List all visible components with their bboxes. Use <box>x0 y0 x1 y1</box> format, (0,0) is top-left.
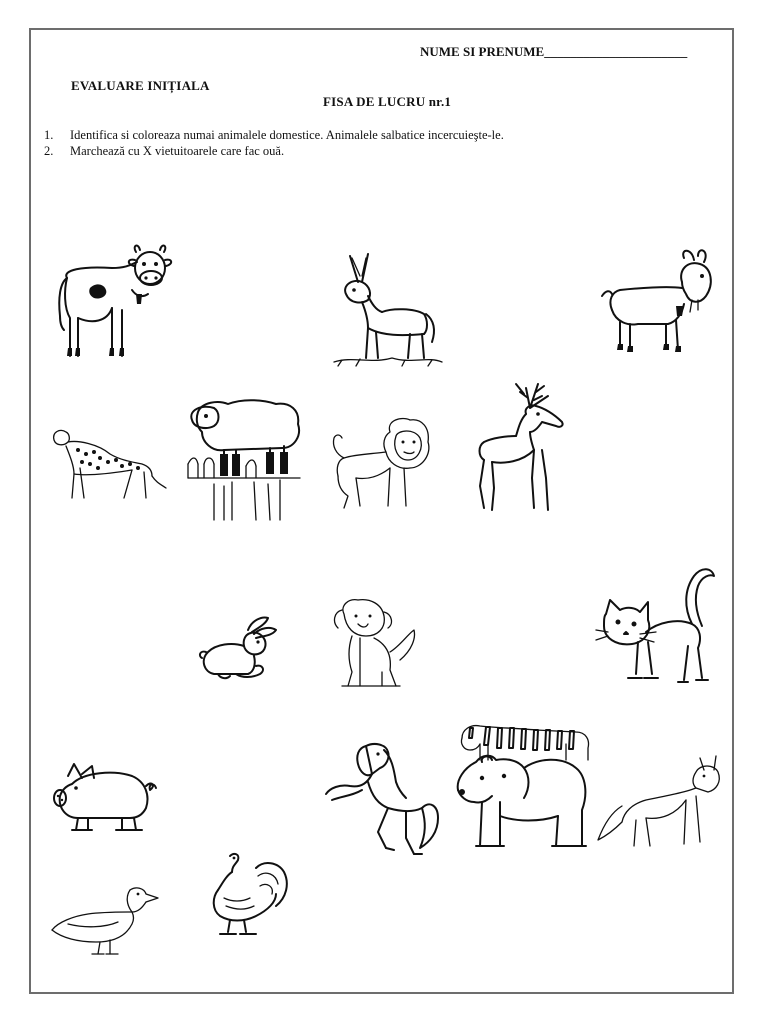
task-number: 1. <box>44 128 54 142</box>
deer-illustration <box>472 378 572 518</box>
worksheet-title: FISA DE LUCRU nr.1 <box>323 94 452 109</box>
sheep-illustration <box>184 394 306 524</box>
task-number: 2. <box>44 144 54 158</box>
turkey-illustration <box>196 850 292 940</box>
task-text: Marchează cu X vietuitoarele care fac ouă. <box>70 144 285 158</box>
bear-illustration <box>452 746 592 854</box>
task-item <box>44 144 504 159</box>
goat-illustration <box>598 248 720 362</box>
name-field-label: NUME SI PRENUME______________________ <box>420 44 688 59</box>
cat-illustration <box>598 562 720 690</box>
task-item <box>44 128 504 143</box>
evaluation-title: EVALUARE INIȚIALA <box>71 78 210 93</box>
horse-illustration <box>322 738 444 862</box>
fox-illustration <box>596 752 726 852</box>
dog-illustration <box>330 594 422 690</box>
cheetah-illustration <box>48 410 170 502</box>
lion-illustration <box>326 416 432 512</box>
task-text: Identifica si coloreaza numai animalele domestice. Animalele salbatice incercuieşte-le. <box>70 128 504 142</box>
cow-illustration <box>52 238 172 366</box>
rabbit-illustration <box>196 612 280 682</box>
task-list <box>44 128 504 160</box>
duck-illustration <box>48 882 162 958</box>
pig-illustration <box>52 762 158 834</box>
donkey-illustration <box>332 246 444 370</box>
